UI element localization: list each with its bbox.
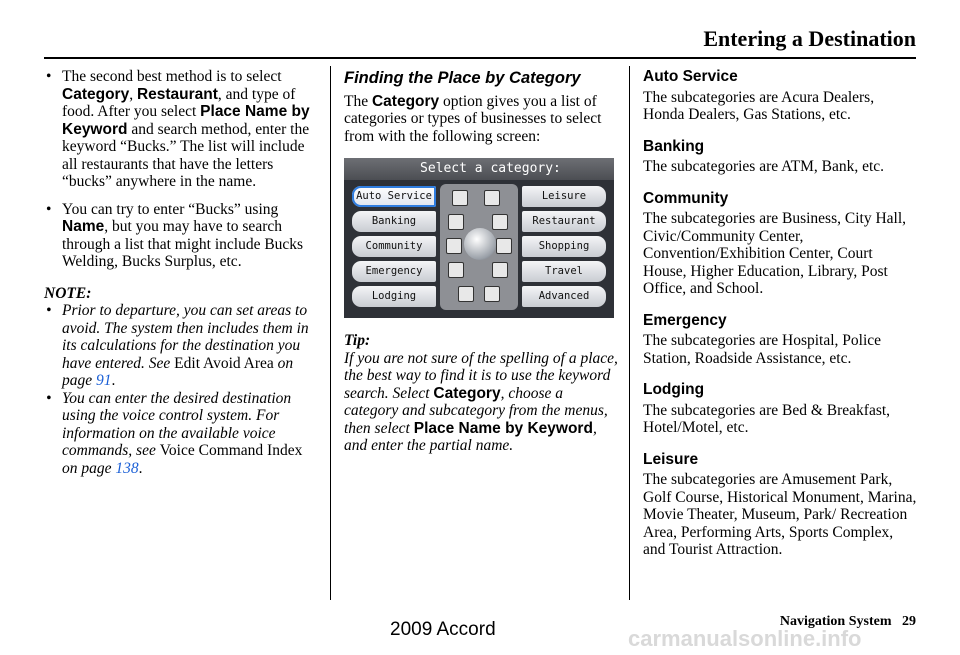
bullet-keyword-method: • The second best method is to select Category, Restaurant, and type of food. After you select Place Name by Keyword and search method, enter the keyword “Bucks.” The list will include all restaurants that have the letters “bucks” anywhere in the name. <box>44 68 320 191</box>
column-middle <box>344 68 620 455</box>
ui-term-restaurant: Restaurant <box>136 85 218 103</box>
page-title: Entering a Destination <box>703 26 916 51</box>
screen-button-banking: Banking <box>352 211 436 232</box>
header-divider <box>44 57 916 59</box>
column-right <box>643 68 919 573</box>
bank-icon <box>448 214 464 230</box>
note-block <box>44 285 320 478</box>
column-left <box>44 68 320 477</box>
golf-flag-icon <box>484 190 500 206</box>
subcategory-auto-service: Auto Service The subcategories are Acura Dealers, Honda Dealers, Gas Stations, etc. <box>643 68 875 123</box>
tip-text: If you are not sure of the spelling of a place, the best way to find it is to use the keyword search. Select Category, choose a category and subcategory from the menus, then select Place Name by Keyword, and enter the partial name. <box>344 349 618 454</box>
screen-button-emergency: Emergency <box>352 261 436 282</box>
ui-term-category: Category <box>433 384 501 402</box>
footer-model-label: 2009 Accord <box>390 619 496 640</box>
ui-term-name: Name <box>62 218 105 235</box>
note-label: NOTE: <box>44 284 92 302</box>
subcategory-emergency: Emergency The subcategories are Hospital, Police Station, Roadside Assistance, etc. <box>643 311 882 367</box>
category-screen-image <box>344 158 614 318</box>
travel-icon <box>492 262 508 278</box>
note-voice-control: • You can enter the desired destination using the voice control system. For information on the available voice commands, see Voice Command Index on page 138. <box>44 390 320 478</box>
column-divider-2 <box>629 66 630 600</box>
page-link-138[interactable]: 138 <box>115 459 139 477</box>
screen-button-shopping: Shopping <box>522 236 606 257</box>
subcategory-lodging: Lodging The subcategories are Bed & Breakfast, Hotel/Motel, etc. <box>643 381 891 436</box>
page-number: 29 <box>902 614 916 629</box>
screen-button-advanced: Advanced <box>522 286 606 307</box>
page-link-91[interactable]: 91 <box>96 372 112 389</box>
subcategory-leisure: Leisure The subcategories are Amusement Park, Golf Course, Historical Monument, Marina, Movie Theater, Museum, Park/ Recreation Area, Performing Arts, Sports Complex, and Tourist Attraction. <box>643 450 917 558</box>
advanced-icon <box>484 286 500 302</box>
joystick-icon <box>464 228 496 260</box>
shopping-icon <box>496 238 512 254</box>
category-intro: The Category option gives you a list of categories or types of businesses to select from with the following screen: <box>344 92 602 145</box>
watermark: carmanualsonline.info <box>628 626 862 651</box>
restaurant-icon <box>492 214 508 230</box>
lodging-icon <box>458 286 474 302</box>
subcategory-community: Community The subcategories are Business, City Hall, Civic/Community Center, Convention/Exhibition Center, Court House, Higher Education, Library, Post Office, and School. <box>643 189 907 297</box>
subcategory-banking: Banking The subcategories are ATM, Bank, etc. <box>643 137 885 175</box>
ui-term-place-name-by-keyword: Place Name by Keyword <box>62 103 310 138</box>
footer-page-label: Navigation System 29 <box>779 614 916 629</box>
screen-button-travel: Travel <box>522 261 606 282</box>
screen-button-community: Community <box>352 236 436 257</box>
bullet-name-method: • You can try to enter “Bucks” using Name, but you may have to search through a list that might include Bucks Welding, Bucks Surplus, etc. <box>44 201 320 271</box>
section-heading-category: Finding the Place by Category <box>344 69 581 87</box>
tip-label: Tip: <box>344 332 371 349</box>
screen-button-lodging: Lodging <box>352 286 436 307</box>
ui-term-place-name-by-keyword: Place Name by Keyword <box>413 419 593 437</box>
ui-term-category: Category <box>62 85 130 103</box>
community-icon <box>446 238 462 254</box>
emergency-icon <box>448 262 464 278</box>
note-avoid-areas: • Prior to departure, you can set areas to avoid. The system then includes them in its calculations for the destination you have entered. See Edit Avoid Area on page 91. <box>44 302 320 390</box>
screen-button-leisure: Leisure <box>522 186 606 207</box>
column-divider-1 <box>330 66 331 600</box>
screen-button-auto-service: Auto Service <box>352 186 436 207</box>
screen-button-restaurant: Restaurant <box>522 211 606 232</box>
screen-title: Select a category: <box>344 158 614 180</box>
fuel-icon <box>452 190 468 206</box>
ui-term-category: Category <box>371 92 440 110</box>
